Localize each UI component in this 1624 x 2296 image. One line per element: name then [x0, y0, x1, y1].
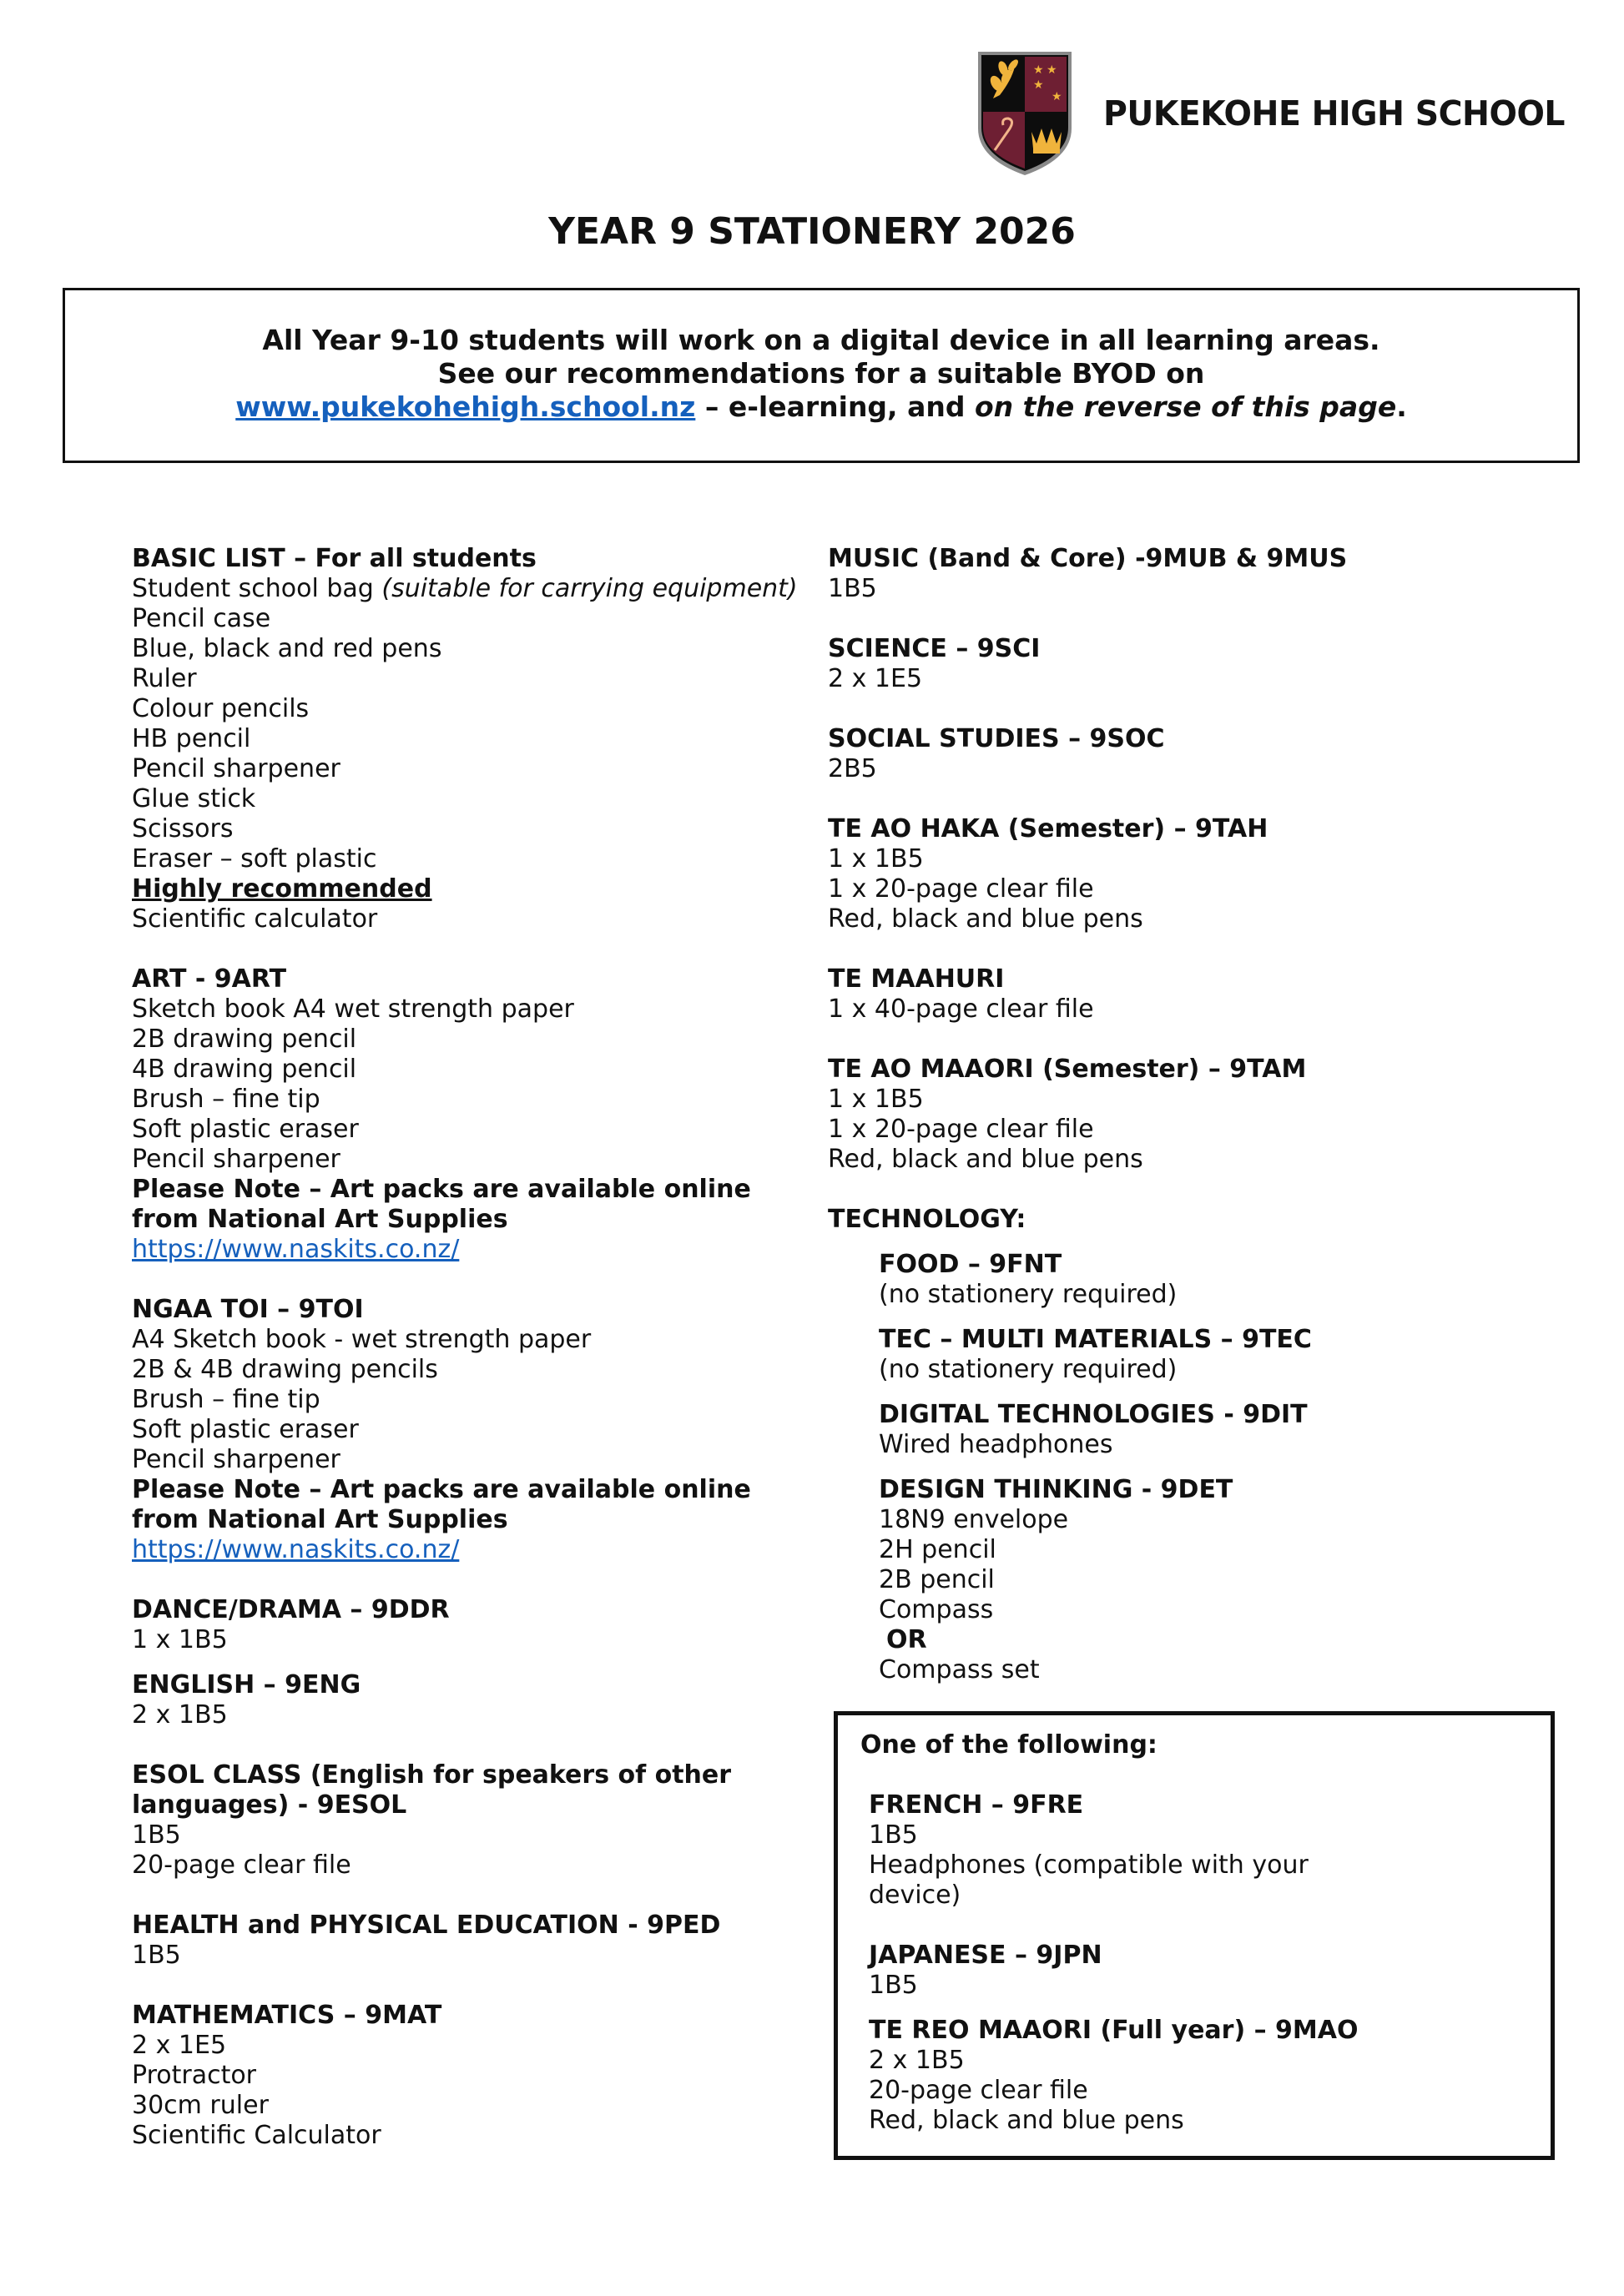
list-item: 1 x 1B5 — [828, 1085, 924, 1114]
section-mathematics — [132, 2001, 799, 2151]
list-item: Student school bag (suitable for carrying equipment) — [132, 574, 798, 603]
list-item: (no stationery required) — [879, 1280, 1178, 1309]
list-item: Colour pencils — [132, 694, 310, 723]
list-item: Sketch book A4 wet strength paper — [132, 994, 574, 1024]
technology-subjects — [879, 1250, 1579, 1685]
section-heading: DANCE/DRAMA – 9DDR — [132, 1595, 450, 1624]
list-item: 18N9 envelope — [879, 1505, 1069, 1534]
section-dance-drama — [132, 1595, 799, 1655]
list-item: Wired headphones — [879, 1430, 1113, 1459]
notice-line-2: See our recommendations for a suitable BYOD on — [437, 357, 1205, 390]
list-item: Scissors — [132, 814, 234, 843]
list-item: 4B drawing pencil — [132, 1055, 357, 1084]
languages-box-title: One of the following: — [860, 1730, 1157, 1760]
notice-line-1: All Year 9-10 students will work on a digital device in all learning areas. — [262, 324, 1380, 356]
section-te-reo-maaori — [869, 2016, 1403, 2136]
section-heading: DESIGN THINKING - 9DET — [879, 1475, 1233, 1504]
section-te-maahuri — [828, 964, 1579, 1025]
or-label: OR — [886, 1625, 927, 1654]
list-item: Pencil sharpener — [132, 1445, 340, 1474]
list-item: 1 x 1B5 — [132, 1625, 228, 1654]
section-heading: TE MAAHURI — [828, 964, 1005, 994]
list-item: Ruler — [132, 664, 197, 693]
svg-text:★: ★ — [1052, 90, 1062, 103]
section-digital-technologies — [879, 1400, 1579, 1460]
list-item: Eraser – soft plastic — [132, 844, 377, 874]
section-french — [869, 1790, 1403, 1911]
list-item: 2B drawing pencil — [132, 1025, 357, 1054]
bag-note: (suitable for carrying equipment) — [381, 574, 798, 603]
list-item: Protractor — [132, 2061, 257, 2090]
list-item: Pencil case — [132, 604, 271, 633]
list-item: 2 x 1B5 — [869, 2046, 965, 2075]
list-item: Brush – fine tip — [132, 1385, 320, 1414]
list-item: Headphones (compatible with your device) — [869, 1850, 1309, 1910]
list-item: A4 Sketch book - wet strength paper — [132, 1325, 592, 1354]
section-esol — [132, 1760, 799, 1881]
list-item: Red, black and blue pens — [828, 904, 1143, 934]
section-heading: ESOL CLASS (English for speakers of other languages) - 9ESOL — [132, 1760, 732, 1820]
school-name: PUKEKOHE HIGH SCHOOL — [1103, 93, 1566, 133]
section-technology — [828, 1205, 1579, 1685]
section-health-pe — [132, 1911, 799, 1971]
list-item: 1 x 1B5 — [828, 844, 924, 874]
list-item: 30cm ruler — [132, 2091, 269, 2120]
list-item: Scientific calculator — [132, 904, 378, 934]
section-heading: BASIC LIST – For all students — [132, 544, 537, 573]
notice-e-learning: – e-learning, and — [695, 390, 975, 423]
languages-box — [834, 1711, 1555, 2160]
art-pack-note: Please Note – Art packs are available online from National Art Supplies — [132, 1475, 751, 1534]
list-item: 2B pencil — [879, 1565, 995, 1594]
school-logo — [975, 48, 1584, 179]
list-item: Red, black and blue pens — [828, 1145, 1143, 1174]
list-item: 1B5 — [132, 1941, 181, 1970]
section-science — [828, 634, 1579, 694]
section-heading: ENGLISH – 9ENG — [132, 1670, 361, 1699]
svg-text:★: ★ — [1033, 63, 1044, 77]
list-item: Pencil sharpener — [132, 754, 340, 783]
section-heading: ART - 9ART — [132, 964, 287, 994]
byod-notice-box — [63, 288, 1580, 463]
section-te-ao-haka — [828, 814, 1579, 934]
list-item: Compass — [879, 1595, 994, 1624]
section-heading: TE AO MAAORI (Semester) – 9TAM — [828, 1055, 1307, 1084]
svg-text:★: ★ — [1047, 63, 1057, 77]
list-item: Scientific Calculator — [132, 2121, 381, 2150]
section-te-ao-maaori — [828, 1055, 1579, 1175]
section-japanese — [869, 1941, 1403, 2001]
list-item: 2B5 — [828, 754, 877, 783]
section-basic-list — [132, 544, 799, 934]
section-english — [132, 1670, 799, 1730]
section-heading: HEALTH and PHYSICAL EDUCATION - 9PED — [132, 1911, 721, 1940]
section-art — [132, 964, 799, 1265]
section-heading: MATHEMATICS – 9MAT — [132, 2001, 442, 2030]
section-design-thinking — [879, 1475, 1579, 1685]
section-heading: NGAA TOI – 9TOI — [132, 1295, 364, 1324]
list-item: Brush – fine tip — [132, 1085, 320, 1114]
naskits-link[interactable]: https://www.naskits.co.nz/ — [132, 1535, 460, 1564]
art-pack-note: Please Note – Art packs are available online from National Art Supplies — [132, 1175, 751, 1234]
notice-reverse-page: on the reverse of this page — [974, 390, 1397, 423]
list-item: Compass set — [879, 1655, 1040, 1684]
list-item: 20-page clear file — [132, 1850, 351, 1880]
section-heading: TEC – MULTI MATERIALS – 9TEC — [879, 1325, 1312, 1354]
list-item: 1 x 20-page clear file — [828, 874, 1094, 904]
list-item: Blue, black and red pens — [132, 634, 442, 663]
list-item: Red, black and blue pens — [869, 2106, 1184, 2135]
list-item: Pencil sharpener — [132, 1145, 340, 1174]
section-heading: FOOD – 9FNT — [879, 1250, 1062, 1279]
section-heading: TE AO HAKA (Semester) – 9TAH — [828, 814, 1268, 843]
svg-text:★: ★ — [1033, 78, 1044, 92]
list-item: 2H pencil — [879, 1535, 996, 1564]
list-item: Glue stick — [132, 784, 256, 813]
highly-recommended-heading: Highly recommended — [132, 874, 432, 904]
section-heading: DIGITAL TECHNOLOGIES - 9DIT — [879, 1400, 1308, 1429]
section-social-studies — [828, 724, 1579, 784]
list-item: 1B5 — [869, 1820, 918, 1850]
list-item: 2 x 1B5 — [132, 1700, 228, 1730]
school-website-link[interactable]: www.pukekohehigh.school.nz — [235, 390, 696, 423]
school-crest-icon — [975, 48, 1075, 179]
section-tec-multi-materials — [879, 1325, 1579, 1385]
section-heading: JAPANESE – 9JPN — [869, 1941, 1102, 1970]
list-item: 2B & 4B drawing pencils — [132, 1355, 438, 1384]
languages-list — [869, 1790, 1403, 2166]
list-item: 20-page clear file — [869, 2076, 1088, 2105]
notice-period: . — [1396, 390, 1407, 423]
list-item: 1B5 — [828, 574, 877, 603]
section-heading: SOCIAL STUDIES – 9SOC — [828, 724, 1165, 753]
section-heading: FRENCH – 9FRE — [869, 1790, 1084, 1820]
list-item: 1 x 20-page clear file — [828, 1115, 1094, 1144]
section-heading: TECHNOLOGY: — [828, 1205, 1026, 1234]
naskits-link[interactable]: https://www.naskits.co.nz/ — [132, 1235, 460, 1264]
section-ngaa-toi — [132, 1295, 799, 1565]
section-music — [828, 544, 1579, 604]
list-item: 2 x 1E5 — [828, 664, 923, 693]
list-item: 1 x 40-page clear file — [828, 994, 1094, 1024]
list-item: Soft plastic eraser — [132, 1115, 359, 1144]
section-heading: SCIENCE – 9SCI — [828, 634, 1041, 663]
section-heading: TE REO MAAORI (Full year) – 9MAO — [869, 2016, 1359, 2045]
list-item: Soft plastic eraser — [132, 1415, 359, 1444]
section-food — [879, 1250, 1579, 1310]
right-column — [828, 544, 1579, 1685]
list-item: 2 x 1E5 — [132, 2031, 227, 2060]
section-heading: MUSIC (Band & Core) -9MUB & 9MUS — [828, 544, 1348, 573]
list-item: HB pencil — [132, 724, 251, 753]
byod-notice-text — [65, 324, 1577, 424]
list-item: (no stationery required) — [879, 1355, 1178, 1384]
page-title: YEAR 9 STATIONERY 2026 — [548, 210, 1076, 253]
notice-line-3 — [65, 390, 1577, 424]
list-item: 1B5 — [132, 1820, 181, 1850]
list-item: 1B5 — [869, 1971, 918, 2000]
left-column — [132, 544, 799, 2181]
